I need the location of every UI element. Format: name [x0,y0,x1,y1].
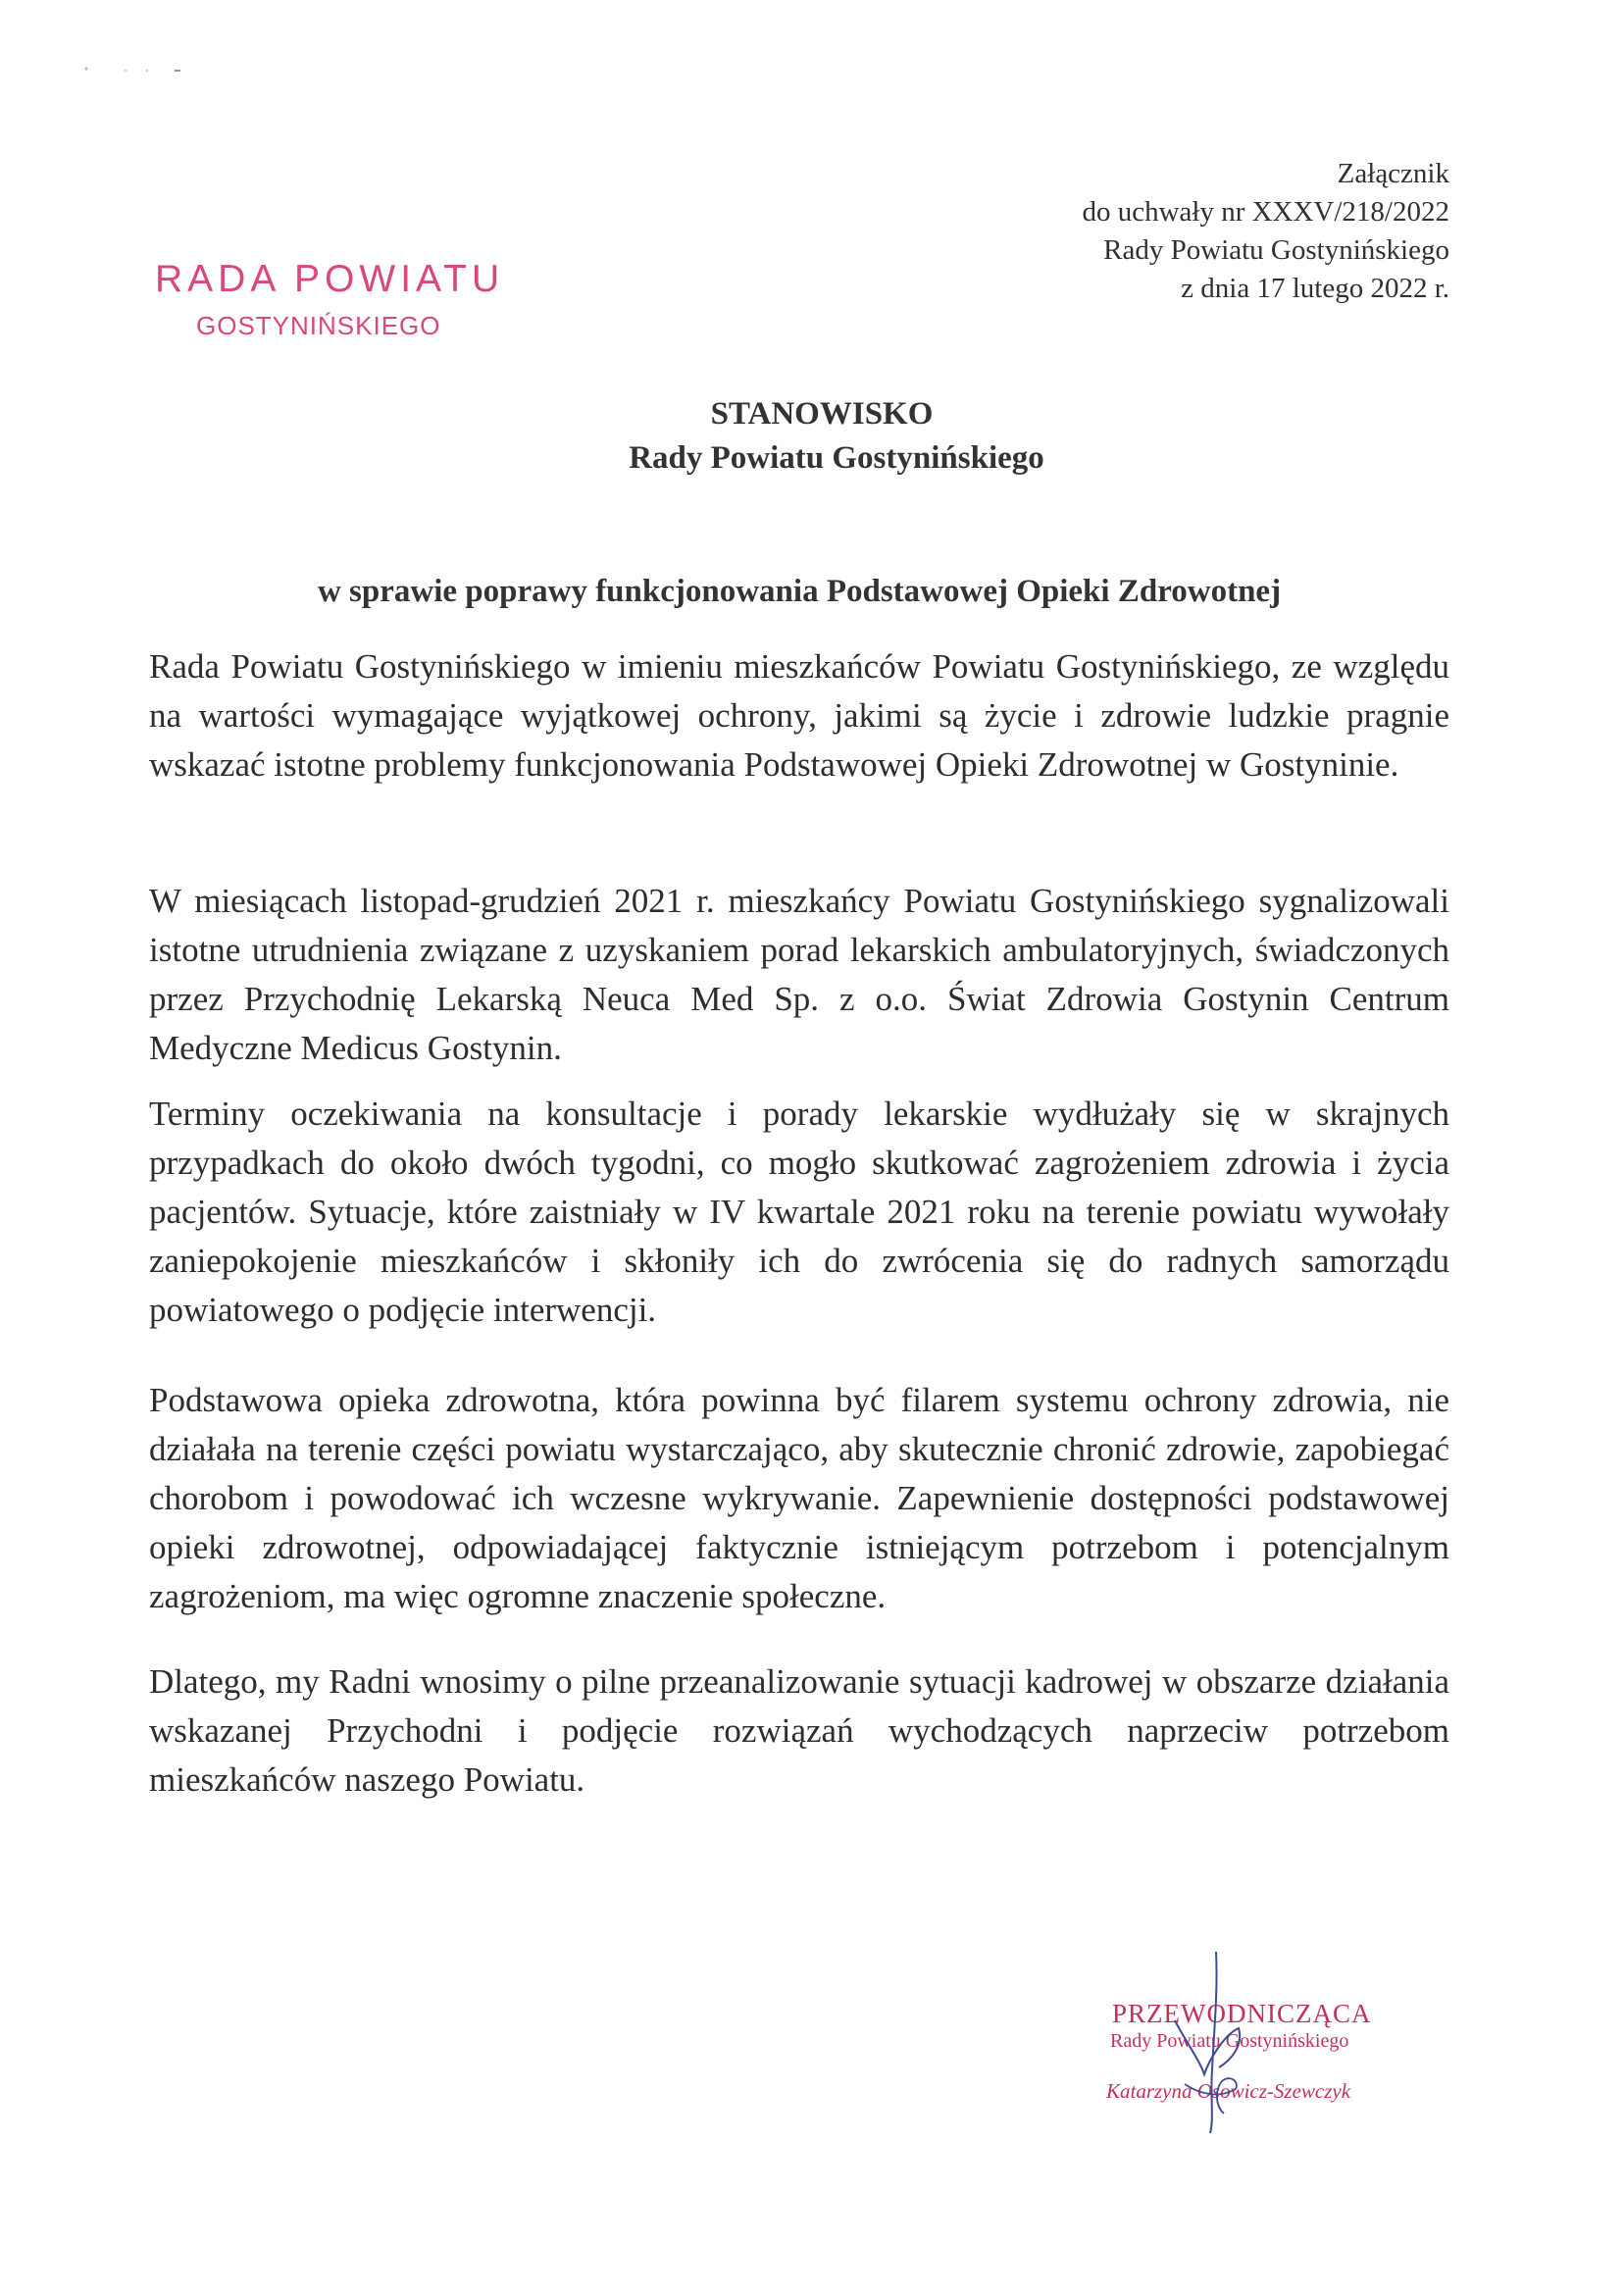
document-subject: w sprawie poprawy funkcjonowania Podstawowej Opieki Zdrowotnej [317,574,1282,609]
paragraph-5-text: Dlatego, my Radni wnosimy o pilne przeanalizowanie sytuacji kadrowej w obszarze działania wskazanej Przychodni i podjęcie rozwiązań wychodzących naprzeciw potrzebom mieszkańców naszego Powiatu. [149,1662,1449,1799]
document-title: STANOWISKO [710,396,934,432]
attachment-label: Załącznik [1337,158,1449,189]
paragraph-1 [149,642,1449,790]
scan-specks [69,65,196,75]
paragraph-2-text: W miesiącach listopad-grudzień 2021 r. mieszkańcy Powiatu Gostynińskiego sygnalizowali istotne utrudnienia związane z uzyskaniem porad lekarskich ambulatoryjnych, świadczonych przez Przychodnię Lekarską Neuca Med Sp. z o.o. Świat Zdrowia Gostynin Centrum Medyczne Medicus Gostynin. [149,882,1449,1067]
resolution-date: z dnia 17 lutego 2022 r. [1181,273,1449,304]
resolution-number: do uchwały nr XXXV/218/2022 [1082,196,1449,228]
paragraph-4-text: Podstawowa opieka zdrowotna, która powinna być filarem systemu ochrony zdrowia, nie działała na terenie części powiatu wystarczająco, aby skutecznie chronić zdrowie, zapobiegać chorobom i powodować ich wczesne wykrywanie. Zapewnienie dostępności podstawowej opieki zdrowotnej, odpowiadającej faktycznie istniejącym potrzebom i potencjalnym zagrożeniom, ma więc ogromne znaczenie społeczne. [149,1381,1449,1615]
signature-council: Rady Powiatu Gostynińskiego [1110,2030,1349,2052]
signature-title: PRZEWODNICZĄCA [1112,1999,1372,2028]
signature-name: Katarzyna Osowicz-Szewczyk [1106,2079,1351,2103]
paragraph-3 [149,1090,1449,1335]
paragraph-5 [149,1657,1449,1805]
document-subtitle: Rady Powiatu Gostynińskiego [629,440,1044,476]
stamp-line-1: RADA POWIATU [155,258,505,300]
stamp-line-2: GOSTYNIŃSKIEGO [196,311,441,340]
council-stamp [155,257,504,341]
paragraph-3-text: Terminy oczekiwania na konsultacje i porady lekarskie wydłużały się w skrajnych przypadkach do około dwóch tygodni, co mogło skutkować zagrożeniem zdrowia i życia pacjentów. Sytuacje, które zaistniały w IV kwartale 2021 roku na terenie powiatu wywołały zaniepokojenie mieszkańców i skłoniły ich do zwrócenia się do radnych samorządu powiatowego o podjęcie interwencji. [149,1095,1449,1329]
attachment-note [900,155,1449,308]
signature-block [1106,1962,1440,2138]
paragraph-4 [149,1376,1449,1621]
council-name: Rady Powiatu Gostynińskiego [1103,234,1449,266]
paragraph-1-text: Rada Powiatu Gostynińskiego w imieniu mieszkańców Powiatu Gostynińskiego, ze względu na wartości wymagające wyjątkowej ochrony, jakimi są życie i zdrowie ludzkie pragnie wskazać istotne problemy funkcjonowania Podstawowej Opieki Zdrowotnej w Gostyninie. [149,647,1449,784]
paragraph-2 [149,877,1449,1073]
